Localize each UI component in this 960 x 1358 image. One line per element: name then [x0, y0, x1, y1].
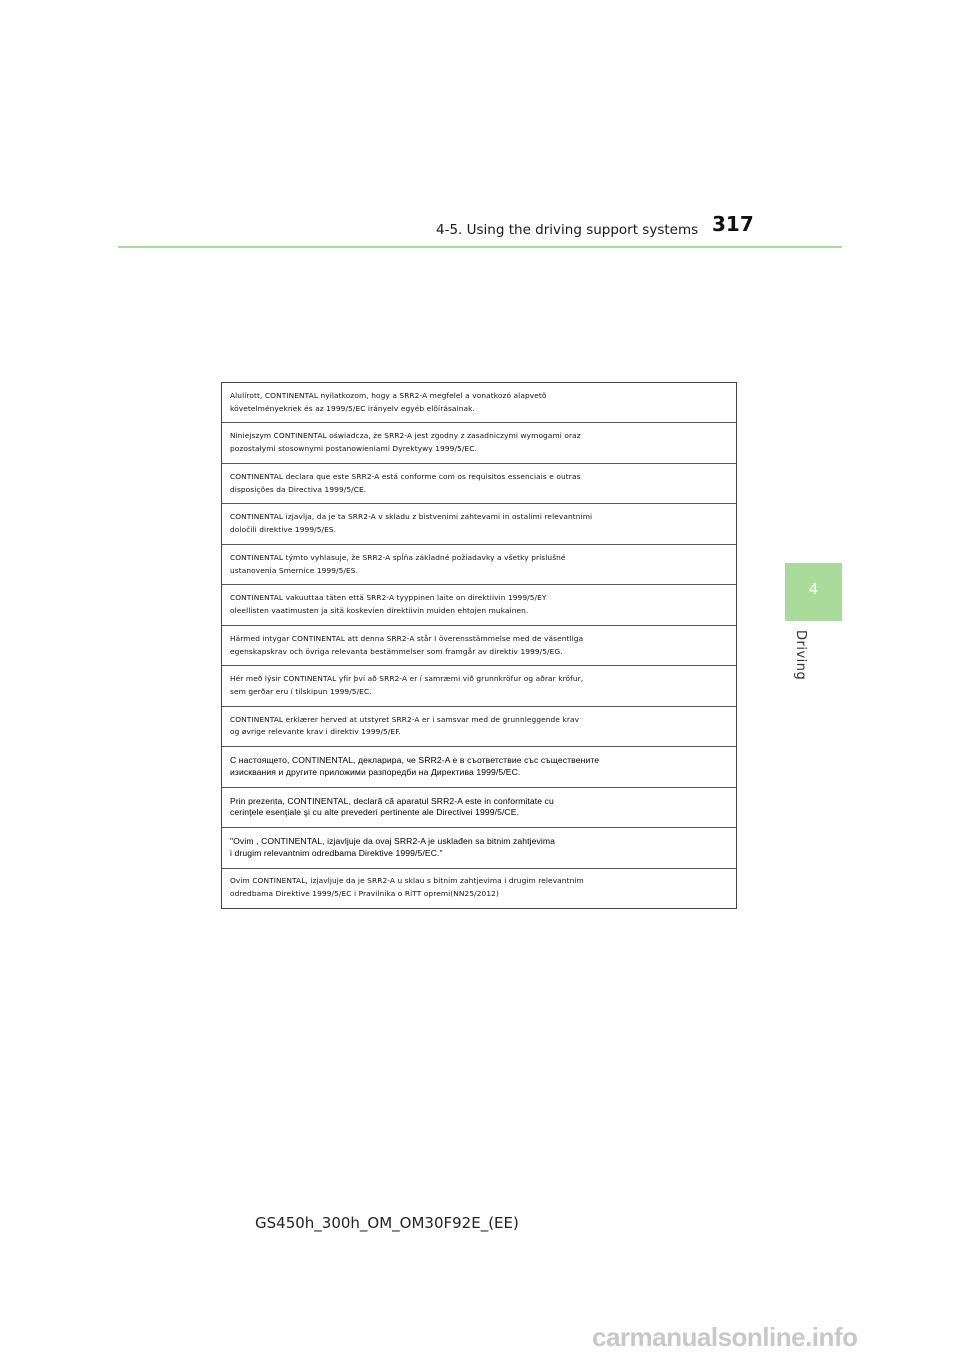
declaration-text: CONTINENTAL týmto vyhlasuje, že SRR2-A spĺňa základné požiadavky a všetky príslušné ustanovenia Smernice 1999/5/ES. [230, 552, 566, 575]
declaration-row [222, 666, 736, 706]
declaration-row [222, 585, 736, 625]
declaration-text: CONTINENTAL vakuuttaa täten että SRR2-A tyyppinen laite on direktiivin 1999/5/EY oleellisten vaatimusten ja sitä koskevien direktiivin muiden ehtojen mukainen. [230, 593, 547, 616]
declaration-text: CONTINENTAL declara que este SRR2-A está conforme com os requisitos essenciais e outras disposições da Directiva 1999/5/CE. [230, 471, 581, 494]
chapter-tab [785, 563, 842, 621]
declaration-text: С настоящето, CONTINENTAL, декларира, че SRR2-A е в съответствие със съществените изисквания и другите приложими разпоредби на Директива 1999/5/ЕС. [230, 755, 600, 777]
declaration-row [222, 545, 736, 585]
declaration-row [222, 464, 736, 504]
declaration-text: CONTINENTAL izjavlja, da je ta SRR2-A v skladu z bistvenimi zahtevami in ostalimi relevantnimi določili direktive 1999/5/ES. [230, 512, 593, 535]
declaration-row [222, 788, 736, 828]
declaration-row [222, 747, 736, 787]
declaration-text: Hér með lýsir CONTINENTAL yfir því að SRR2-A er í samræmi við grunnkröfur og aðrar kröfur, sem gerðar eru í tilskipun 1999/5/EC. [230, 674, 584, 697]
page-number: 317 [712, 212, 754, 236]
declaration-row [222, 504, 736, 544]
declaration-row [222, 626, 736, 666]
section-title: 4-5. Using the driving support systems [436, 222, 699, 238]
header-divider [118, 246, 842, 248]
declaration-row [222, 869, 736, 908]
watermark-text: carmanualsonline.info [592, 1322, 858, 1352]
declaration-table [221, 382, 737, 909]
manual-code: GS450h_300h_OM_OM30F92E_(EE) [255, 1214, 519, 1232]
declaration-text: Alulírott, CONTINENTAL nyilatkozom, hogy a SRR2-A megfelel a vonatkozó alapvetõ követelményeknek és az 1999/5/EC irányelv egyéb elõírásainak. [230, 390, 547, 413]
declaration-text: Prin prezenta, CONTINENTAL, declarã cã aparatul SRR2-A este in conformitate cu cerinţele esenţiale şi cu alte prevederi pertinente ale Directivei 1999/5/CE. [230, 795, 554, 818]
declaration-text: Ovim CONTINENTAL, izjavljuje da je SRR2-A u sklau s bitnim zahtjevima i drugim relevantnim odredbama Direktive 1999/5/EC i Pravilnika o RiTT opremi(NN25/2012) [230, 876, 584, 899]
declaration-text: "Ovim , CONTINENTAL, izjavljuje da ovaj SRR2-A je usklađen sa bitnim zahtjevima i drugim relevantnim odredbama Direktive 1999/5/EC." [230, 836, 556, 858]
declaration-row [222, 423, 736, 463]
declaration-row [222, 707, 736, 747]
chapter-label: Driving [793, 630, 808, 681]
declaration-text: CONTINENTAL erklærer herved at utstyret SRR2-A er i samsvar med de grunnleggende krav og øvrige relevante krav i direktiv 1999/5/EF. [230, 714, 580, 737]
declaration-text: Härmed intygar CONTINENTAL att denna SRR2-A står I överensstämmelse med de väsentliga egenskapskrav och övriga relevanta bestämmelser som framgår av direktiv 1999/5/EG. [230, 633, 584, 656]
chapter-number: 4 [808, 580, 819, 598]
declaration-row [222, 828, 736, 868]
declaration-row [222, 383, 736, 423]
declaration-text: Niniejszym CONTINENTAL oświadcza, że SRR2-A jest zgodny z zasadniczymi wymogami oraz pozostałymi stosownymi postanowieniami Dyrektywy 1999/5/EC. [230, 431, 581, 454]
